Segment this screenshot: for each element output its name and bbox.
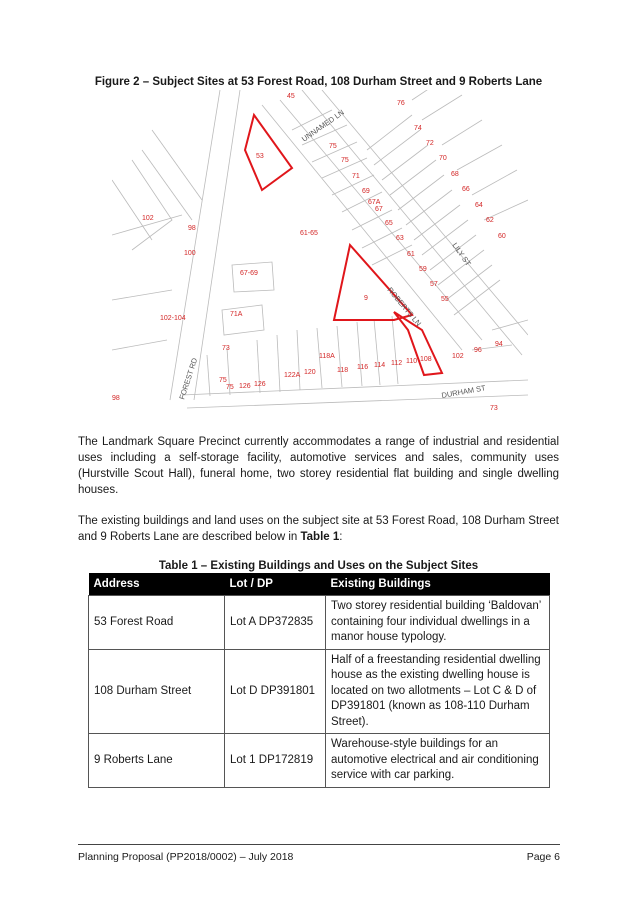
lot-label: 98 [112, 395, 120, 402]
lot-label: 71 [352, 173, 360, 180]
lot-label: 69 [362, 188, 370, 195]
lot-label: 64 [475, 202, 483, 209]
cell-existing-buildings: Warehouse-style buildings for an automotive electrical and air conditioning service with car parking. [326, 734, 550, 788]
lot-label: 9 [364, 295, 368, 302]
lot-label: 120 [304, 369, 316, 376]
site-map [112, 90, 528, 415]
table-row [89, 596, 550, 650]
lot-label: 96 [474, 347, 482, 354]
site-53-forest-road [245, 115, 292, 190]
header-existing-buildings: Existing Buildings [326, 573, 550, 596]
lot-label: 70 [439, 155, 447, 162]
lot-label: 53 [256, 153, 264, 160]
header-lot-dp: Lot / DP [225, 573, 326, 596]
table-header-row [89, 573, 550, 596]
map-label-lily-st: LILY ST [450, 240, 473, 268]
paragraph-table-intro-end: : [339, 531, 343, 543]
map-label-durham-st: DURHAM ST [440, 383, 487, 400]
lot-label: 67A [368, 199, 381, 206]
lot-label: 68 [451, 171, 459, 178]
lot-label: 102 [142, 215, 154, 222]
lot-label: 59 [419, 266, 427, 273]
existing-buildings-table [88, 573, 550, 788]
cell-address: 53 Forest Road [89, 596, 225, 650]
lot-label: 66 [462, 186, 470, 193]
paragraph-precinct-description: The Landmark Square Precinct currently accommodates a range of industrial and residential uses including a self-storage facility, automotive services and sales, community uses (Hurstville Scout Hall), funeral home, two storey residential flat building and single dwelling houses. [78, 436, 559, 496]
lot-label: 76 [397, 100, 405, 107]
lot-label: 60 [498, 233, 506, 240]
table-row [89, 649, 550, 734]
lot-label: 75 [226, 384, 234, 391]
lot-label: 110 [406, 358, 418, 365]
lot-label: 126 [254, 381, 266, 388]
lot-label: 75 [341, 157, 349, 164]
lot-label: 126 [239, 383, 251, 390]
lot-label: 61-65 [300, 230, 318, 237]
lot-label: 94 [495, 341, 503, 348]
lot-label: 118 [337, 367, 349, 374]
lot-label: 75 [329, 143, 337, 150]
lot-label: 100 [184, 250, 196, 257]
footer-page-number: Page 6 [526, 851, 560, 863]
paragraph-table-intro [78, 513, 559, 545]
lot-label: 45 [287, 93, 295, 100]
cell-address: 108 Durham Street [89, 649, 225, 734]
cell-lot-dp: Lot D DP391801 [225, 649, 326, 734]
lot-label: 63 [396, 235, 404, 242]
subject-site-outlines [245, 115, 442, 375]
lot-label: 55 [441, 296, 449, 303]
footer-document-title: Planning Proposal (PP2018/0002) – July 2018 [78, 851, 294, 863]
table-row [89, 734, 550, 788]
lot-label: 67 [375, 206, 383, 213]
lot-label: 62 [486, 217, 494, 224]
lot-label: 61 [407, 251, 415, 258]
header-address: Address [89, 573, 225, 596]
map-label-unnamed-ln: UNNAMED LN [299, 107, 346, 144]
lot-label: 65 [385, 220, 393, 227]
map-label-forest-rd: FOREST RD [177, 356, 200, 401]
table-reference: Table 1 [300, 531, 340, 543]
lot-label: 72 [426, 140, 434, 147]
cell-existing-buildings: Half of a freestanding residential dwelling house as the existing dwelling house is located on two allotments – Lot C & D of DP391801 (known as 108-110 Durham Street). [326, 649, 550, 734]
lot-label: 116 [357, 364, 369, 371]
lot-label: 108 [420, 356, 432, 363]
lot-label: 114 [374, 362, 386, 369]
lot-label: 122A [284, 372, 301, 379]
figure-caption: Figure 2 – Subject Sites at 53 Forest Road, 108 Durham Street and 9 Roberts Lane [94, 76, 543, 88]
lot-label: 98 [188, 225, 196, 232]
cell-lot-dp: Lot A DP372835 [225, 596, 326, 650]
lot-label: 73 [490, 405, 498, 412]
lot-label: 71A [230, 311, 243, 318]
lot-label: 118A [319, 353, 335, 360]
lot-label: 74 [414, 125, 422, 132]
lot-label: 73 [222, 345, 230, 352]
page-footer [78, 844, 560, 863]
lot-label: 112 [391, 360, 403, 367]
cadastral-map-svg [112, 90, 528, 415]
lot-label: 57 [430, 281, 438, 288]
cell-address: 9 Roberts Lane [89, 734, 225, 788]
lot-label: 102 [452, 353, 464, 360]
table-caption: Table 1 – Existing Buildings and Uses on the Subject Sites [158, 560, 479, 572]
cell-existing-buildings: Two storey residential building ‘Baldovan’ containing four individual dwellings in a manor house typology. [326, 596, 550, 650]
map-label-roberts-ln: ROBERTS LN [385, 285, 424, 328]
lot-label: 102-104 [160, 315, 186, 322]
cell-lot-dp: Lot 1 DP172819 [225, 734, 326, 788]
lot-label: 67-69 [240, 270, 258, 277]
lot-label: 75 [219, 377, 227, 384]
paragraph-table-intro-text: The existing buildings and land uses on the subject site at 53 Forest Road, 108 Durham Street and 9 Roberts Lane are described below in [78, 515, 559, 543]
